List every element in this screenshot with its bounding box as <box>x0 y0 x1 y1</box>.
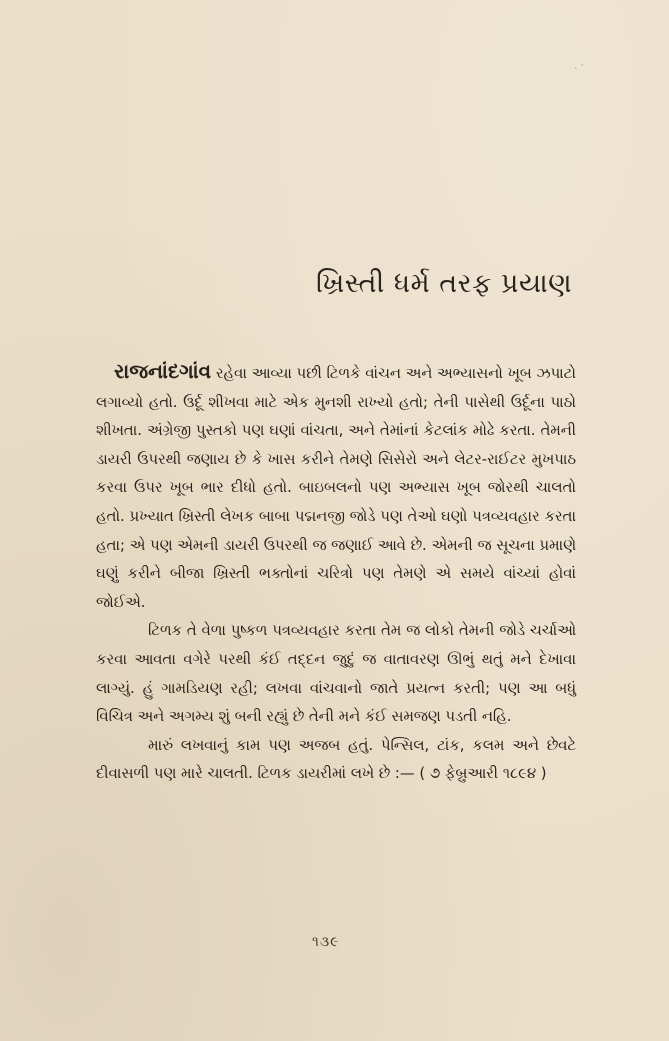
paragraph-2: ટિળક તે વેળા પુષ્કળ પત્રવ્યવહાર કરતા તેમ જ લોકો તેમની જોડે ચર્ચાઓ કરવા આવતા વગેરે પરથી કંઈ તદ્દન જુદું જ વાતાવરણ ઊભું થતું મને દેખાવા લાગ્યું. હું ગામડિયણ રહી; લખવા વાંચવાનો જાતે પ્રયત્ન કરતી; પણ આ બધું વિચિત્ર અને અગમ્ય શું બની રહ્યું છે તેની મને કંઈ સમજણ પડતી નહિ. <box>96 622 576 726</box>
paragraph-3: મારું લખવાનું કામ પણ અજબ હતું. પેન્સિલ, ટાંક, કલમ અને છેવટે દીવાસળી પણ મારે ચાલતી. ટિળક ડાયરીમાં લખે છે :— ( ૭ ફેબ્રુઆરી ૧૮૯૪ ) <box>96 736 576 783</box>
chapter-title: ખ્રિસ્તી ધર્મ તરફ પ્રયાણ <box>316 268 573 299</box>
corner-speck: · ′ <box>574 62 584 75</box>
body-text <box>96 357 576 789</box>
paragraph-1-text: રહેવા આવ્યા પછી ટિળકે વાંચન અને અભ્યાસનો ખૂબ ઝપાટો લગાવ્યો હતો. ઉર્દૂ શીખવા માટે એક મુનશી રાખ્યો હતો; તેની પાસેથી ઉર્દૂના પાઠો શીખતા. અંગ્રેજી પુસ્તકો પણ ઘણાં વાંચતા, અને તેમાંનાં કેટલાંક મોઢે કરતા. તેમની ડાયરી ઉપરથી જણાય છે કે ખાસ કરીને તેમણે સિસેરો અને લેટર-રાઈટર મુખપાઠ કરવા ઉપર ખૂબ ભાર દીધો હતો. બાઇબલનો પણ અભ્યાસ ખૂબ જોરથી ચાલતો હતો. પ્રખ્યાત ખ્રિસ્તી લેખક બાબા પદ્મનજી જોડે પણ તેઓ ઘણો પત્રવ્યવહાર કરતા હતા; એ પણ એમની ડાયરી ઉપરથી જ જણાઈ આવે છે. એમની જ સૂચના પ્રમાણે ઘણું કરીને બીજા ખ્રિસ્તી ભક્તોનાં ચરિત્રો પણ તેમણે એ સમયે વાંચ્યાં હોવાં જોઈએ. <box>96 365 576 611</box>
page-number: ૧૩૯ <box>312 934 340 950</box>
paragraph-lead-word: રાજનાંદગાંવ <box>114 359 212 383</box>
paragraph-1 <box>96 357 576 617</box>
